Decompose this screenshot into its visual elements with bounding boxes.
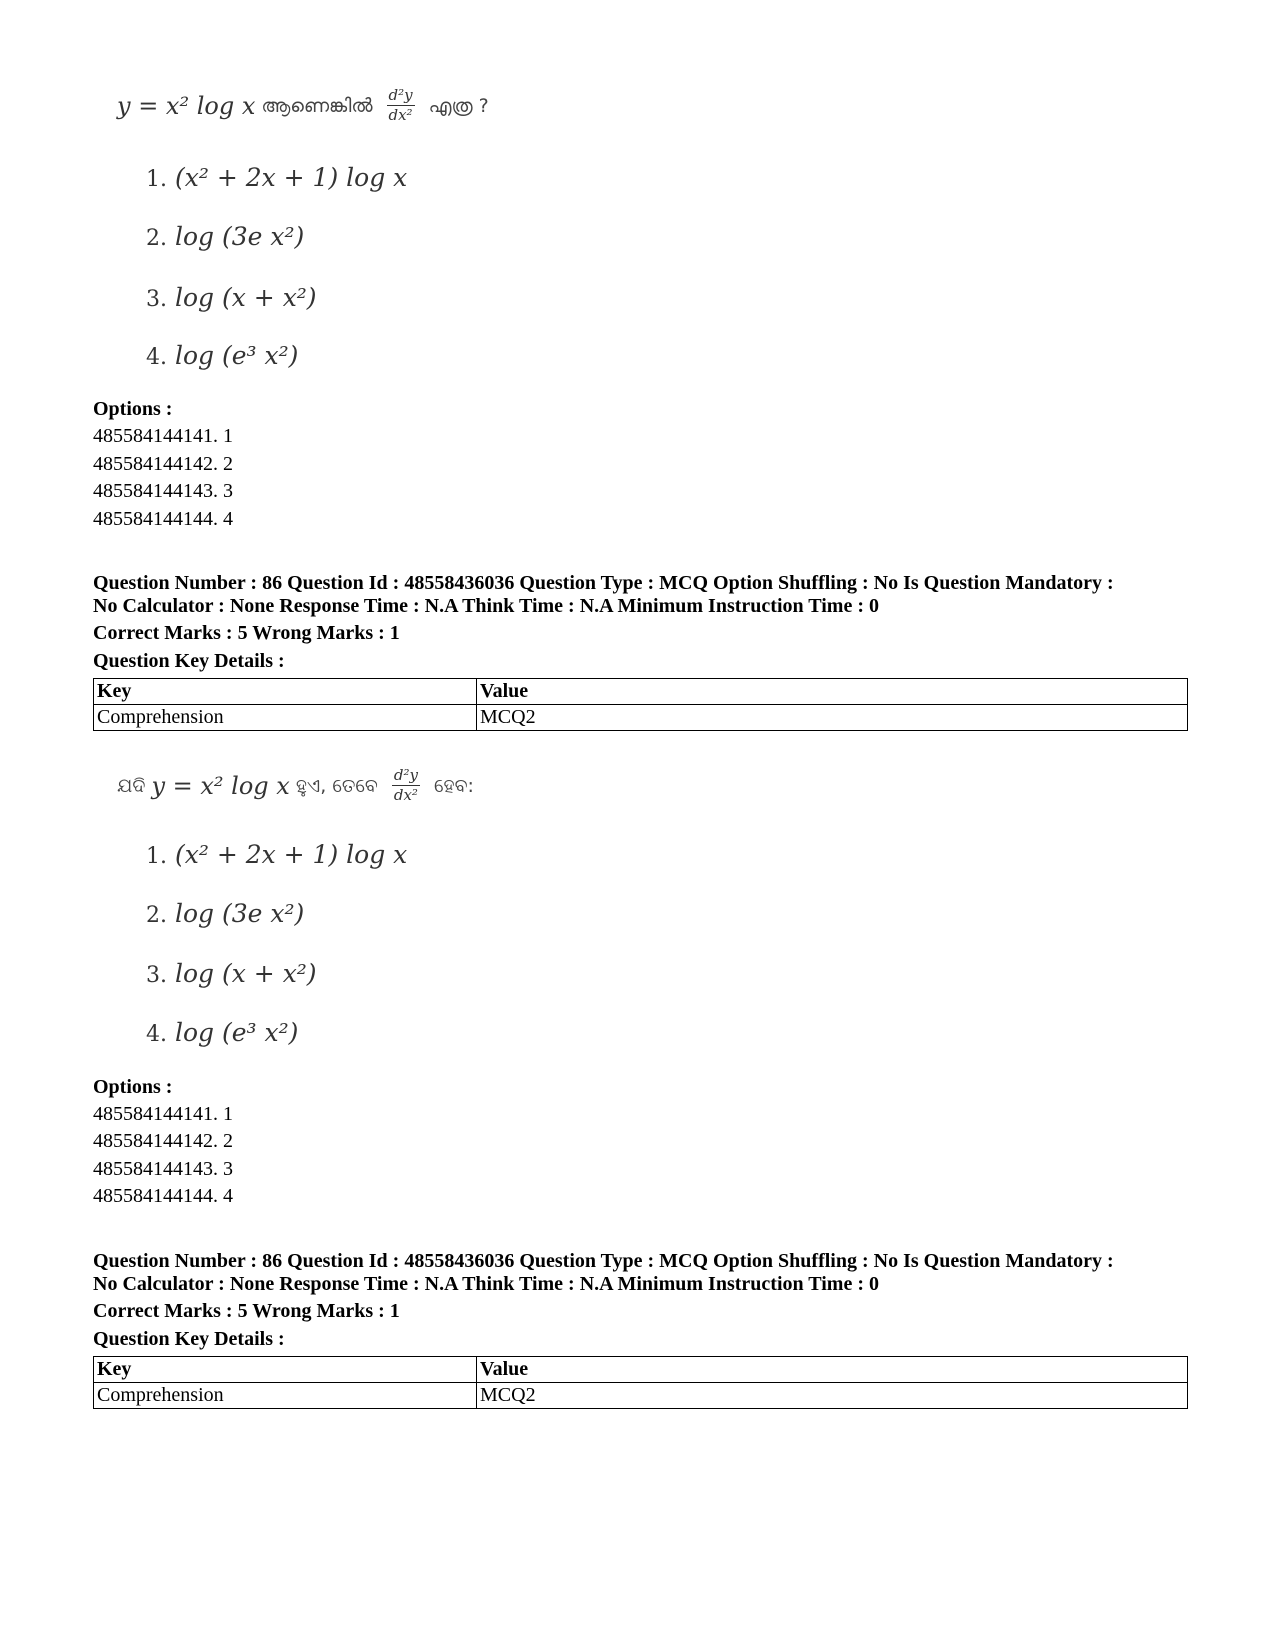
- option-line: 485584144141. 1: [93, 425, 233, 447]
- image-option-3: [146, 283, 317, 312]
- derivative-fraction: [387, 88, 415, 123]
- key-details-label: Question Key Details :: [93, 1328, 285, 1350]
- table-header-row: [94, 679, 1188, 705]
- meta-line-2: No Calculator : None Response Time : N.A Think Time : N.A Minimum Instruction Time : 0: [93, 1273, 879, 1295]
- option-line: 485584144141. 1: [93, 1103, 233, 1125]
- image-option-number: 3.: [146, 287, 167, 312]
- table-cell-value: MCQ2: [477, 705, 1188, 731]
- image-option-number: 2.: [146, 226, 167, 251]
- image-option-number: 2.: [146, 903, 167, 928]
- option-line: 485584144143. 3: [93, 1158, 233, 1180]
- fraction-numerator: d²y: [388, 86, 413, 104]
- stem-equation: y = x² log x: [151, 771, 290, 800]
- marks-line: Correct Marks : 5 Wrong Marks : 1: [93, 622, 400, 644]
- derivative-fraction: [392, 768, 420, 803]
- table-header-row: [94, 1357, 1188, 1383]
- option-line: 485584144144. 4: [93, 1185, 233, 1207]
- option-line: 485584144142. 2: [93, 453, 233, 475]
- table-row: [94, 1383, 1188, 1409]
- stem-script-text: ହୁଏ, ତେବେ: [295, 774, 378, 797]
- image-option-text: log (e³ x²): [175, 1018, 299, 1047]
- image-option-number: 1.: [146, 167, 167, 192]
- table-header-key: Key: [94, 679, 477, 705]
- image-option-3: [146, 959, 317, 988]
- fraction-denominator: dx²: [388, 106, 413, 124]
- table-row: [94, 705, 1188, 731]
- image-option-text: log (3e x²): [175, 222, 305, 251]
- image-option-number: 4.: [146, 1022, 167, 1047]
- stem-suffix: ହେବ:: [433, 774, 474, 797]
- question-stem-odia: [117, 768, 480, 803]
- question-stem-malayalam: [117, 88, 495, 123]
- table-cell-key: Comprehension: [94, 1383, 477, 1409]
- image-option-number: 4.: [146, 345, 167, 370]
- fraction-numerator: d²y: [393, 766, 418, 784]
- image-option-number: 3.: [146, 963, 167, 988]
- meta-line-2: No Calculator : None Response Time : N.A Think Time : N.A Minimum Instruction Time : 0: [93, 595, 879, 617]
- option-line: 485584144144. 4: [93, 508, 233, 530]
- marks-line: Correct Marks : 5 Wrong Marks : 1: [93, 1300, 400, 1322]
- table-cell-value: MCQ2: [477, 1383, 1188, 1409]
- image-option-text: log (e³ x²): [175, 341, 299, 370]
- stem-suffix: എത്ര ?: [428, 94, 489, 117]
- image-option-number: 1.: [146, 844, 167, 869]
- stem-prefix: ଯଦି: [117, 774, 146, 797]
- meta-line-1: Question Number : 86 Question Id : 48558436036 Question Type : MCQ Option Shuffling : No Is Question Mandatory :: [93, 1250, 1114, 1272]
- options-label: Options :: [93, 1076, 173, 1098]
- image-option-2: [146, 222, 304, 251]
- table-cell-key: Comprehension: [94, 705, 477, 731]
- options-label: Options :: [93, 398, 173, 420]
- table-header-value: Value: [477, 1357, 1188, 1383]
- image-option-2: [146, 899, 304, 928]
- image-option-text: (x² + 2x + 1) log x: [175, 163, 408, 192]
- image-option-4: [146, 341, 298, 370]
- image-option-text: log (x + x²): [175, 283, 317, 312]
- question-meta: [93, 1250, 1193, 1296]
- option-line: 485584144143. 3: [93, 480, 233, 502]
- image-option-4: [146, 1018, 298, 1047]
- image-option-text: log (3e x²): [175, 899, 305, 928]
- table-header-value: Value: [477, 679, 1188, 705]
- image-option-1: [146, 163, 407, 192]
- table-header-key: Key: [94, 1357, 477, 1383]
- stem-equation: y = x² log x: [117, 91, 256, 120]
- meta-line-1: Question Number : 86 Question Id : 48558436036 Question Type : MCQ Option Shuffling : No Is Question Mandatory :: [93, 572, 1114, 594]
- fraction-denominator: dx²: [393, 786, 418, 804]
- question-meta: [93, 572, 1193, 618]
- option-line: 485584144142. 2: [93, 1130, 233, 1152]
- key-value-table: [93, 678, 1188, 731]
- image-option-1: [146, 840, 407, 869]
- image-option-text: (x² + 2x + 1) log x: [175, 840, 408, 869]
- key-value-table: [93, 1356, 1188, 1409]
- stem-script-text: ആണെങ്കിൽ: [261, 94, 373, 117]
- key-details-label: Question Key Details :: [93, 650, 285, 672]
- image-option-text: log (x + x²): [175, 959, 317, 988]
